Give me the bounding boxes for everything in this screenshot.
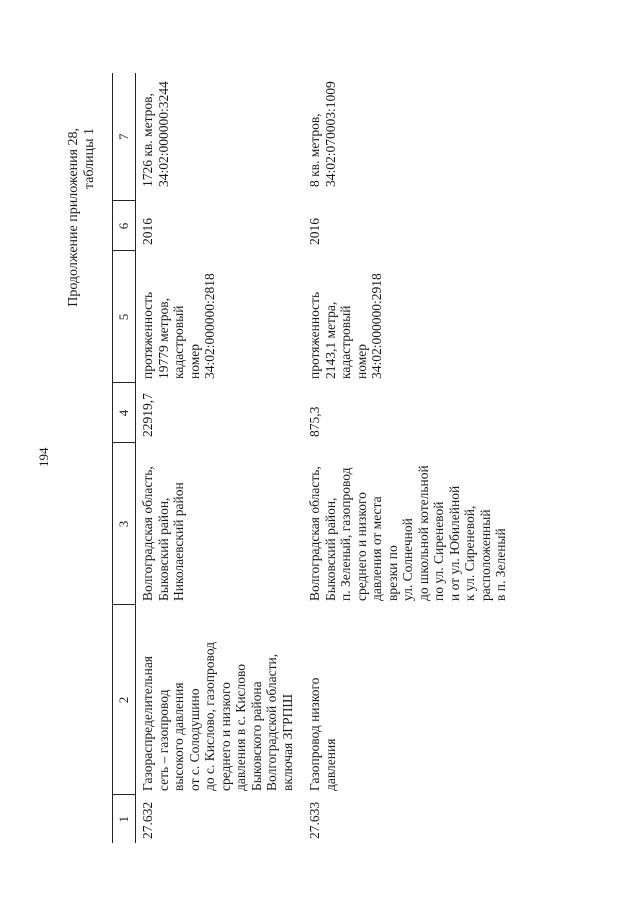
page-number: 194 — [36, 447, 51, 467]
object-location: Волгоградская область, Быковский район, Николаевский район — [140, 466, 186, 601]
row-number: 27.633 — [307, 801, 322, 839]
object-value: 22919,7 — [140, 393, 155, 437]
object-year: 2016 — [307, 218, 322, 245]
caption-line-1: Продолжение приложения 28, — [66, 128, 81, 307]
land-plot-info: 1726 кв. метров, 34:02:000000:3244 — [140, 81, 171, 187]
table-row — [136, 73, 304, 843]
column-header-3: 3 — [113, 443, 136, 605]
object-year: 2016 — [140, 218, 155, 245]
column-header-1: 1 — [113, 795, 136, 843]
column-header-5: 5 — [113, 251, 136, 383]
object-location: Волгоградская область, Быковский район, п. Зеленый, газопровод среднего и низкого давления от места врезки по ул. Солнечной до школьной котельной по ул. Сиреневой и от ул. Юбилейной к ул. Сиреневой, расположенный в п. Зеленый — [307, 465, 508, 601]
object-description: протяженность 2143,1 метра, кадастровый номер 34:02:000000:2918 — [307, 273, 384, 379]
object-name: Газораспределительная сеть – газопровод высокого давления от с. Солодушино до с. Кислово, газопровод среднего и низкого давления в с. Кислово Быковского района Волгоградской области, включая ЗГРПШ — [140, 642, 295, 791]
object-value: 875,3 — [307, 406, 322, 437]
object-name: Газопровод низкого давления — [307, 677, 338, 791]
caption-line-2: таблицы 1 — [82, 128, 97, 190]
table-caption — [66, 128, 98, 307]
object-description: протяженность 19779 метров, кадастровый номер 34:02:000000:2818 — [140, 273, 217, 379]
column-header-2: 2 — [113, 605, 136, 795]
land-plot-info: 8 кв. метров, 34:02:070003:1009 — [307, 81, 338, 187]
header-row — [113, 73, 136, 843]
column-header-4: 4 — [113, 383, 136, 443]
column-header-7: 7 — [113, 73, 136, 201]
data-table — [112, 73, 517, 843]
row-number: 27.632 — [140, 801, 155, 839]
table-row — [303, 73, 517, 843]
column-header-6: 6 — [113, 201, 136, 251]
